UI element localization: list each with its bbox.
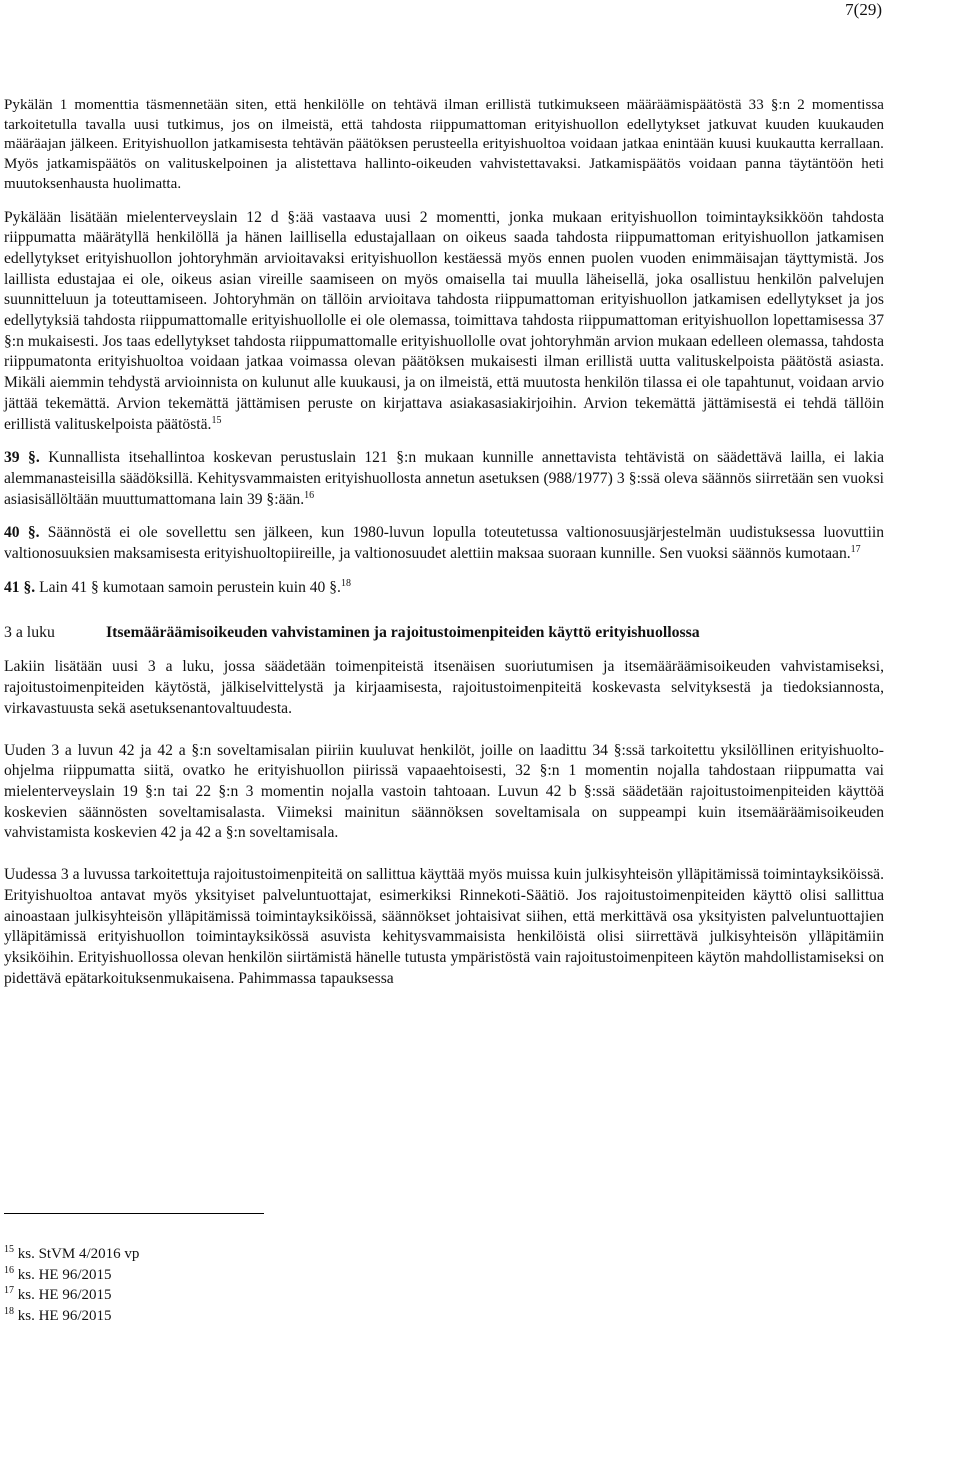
section-40-number: 40 §. — [4, 524, 40, 542]
chapter-number: 3 a luku — [4, 624, 55, 642]
footnote-16-number: 16 — [4, 1264, 14, 1276]
footnote-ref-16: 16 — [304, 489, 315, 501]
paragraph-3: Lakiin lisätään uusi 3 a luku, jossa säädetään toimenpiteistä itsenäisen suoriutumisen ja itsemääräämisoikeuden vahvistamiseksi, rajoitustoimenpiteiden käytöstä, jälkiselvittelystä ja kirjaamisesta, rajoitustoimenpiteitä koskevasta selvityksestä ja tiedoksiannosta, virkavastuusta sekä asetuksenantovaltuudesta. — [4, 658, 884, 717]
footnote-ref-18: 18 — [340, 577, 351, 589]
chapter-heading — [4, 622, 884, 644]
footnote-17-text: ks. HE 96/2015 — [14, 1287, 112, 1303]
section-39-number: 39 §. — [4, 449, 40, 467]
footnote-18-number: 18 — [4, 1305, 14, 1317]
footnote-18-text: ks. HE 96/2015 — [14, 1307, 112, 1324]
paragraph-5: Uudessa 3 a luvussa tarkoitettuja rajoitustoimenpiteitä on sallittua käyttää myös muissa kuin julkisyhteisön ylläpitämissä toimintayksiköissä. Erityishuoltoa antavat myös yksityiset palveluntuottajat, esimerkiksi Rinnekoti-Säätiö. Jos rajoitustoimenpiteiden käyttö olisi sallittua ainoastaan julkisyhteisön ylläpitämissä toimintayksiköissä, säännökset johtaisivat siihen, että merkittävä osa yksityisten palveluntuottajien ylläpitämissä erityishuollon toimintayksikössä asuvista kehitysvammaisista henkilöistä olisi siirrettävä julkisyhteisön ylläpitämiin yksiköihin. Erityishuollossa olevan henkilön siirtämistä hänelle tutusta ympäristöstä vain rajoitustoimenpiteen käytön mahdollistamiseksi on pidettävä epätarkoituksenmukaisena. Pahimmassa tapauksessa — [4, 866, 884, 987]
footnote-15 — [4, 1244, 139, 1265]
footnotes — [4, 1244, 139, 1326]
section-39 — [4, 448, 884, 510]
footnote-17-number: 17 — [4, 1285, 14, 1296]
footnote-separator — [4, 1213, 264, 1214]
footnote-ref-15: 15 — [211, 414, 222, 426]
section-41 — [4, 578, 884, 599]
section-41-number: 41 §. — [4, 578, 36, 596]
footnote-18 — [4, 1306, 139, 1327]
footnote-15-text: ks. StVM 4/2016 vp — [14, 1246, 140, 1262]
footnote-17 — [4, 1285, 139, 1306]
page-number: 7(29) — [845, 0, 882, 19]
paragraph-2-text: Pykälään lisätään mielenterveyslain 12 d §:ää vastaava uusi 2 momentti, jonka mukaan erityishuollon toimintayksikköön tahdosta riippumatta määrätyllä henkilöllä ja hänen laillisella edustajallaan on oikeus saada tahdosta riippumattoman erityishuollon jatkamisen edellytykset erityishuollon johtoryhmän arvioitavaksi erityishuollon kestäessä myös ennen puolen vuoden enimmäisajan täyttymistä. Jos laillista edustajaa ei ole, oikeus asian vireille saamiseen on myös omaisella tai muulla läheisellä, joka osallistuu henkilön palvelujen suunnitteluun ja toteuttamiseen. Johtoryhmän on tällöin arvioitava tahdosta riippumattoman erityishuollon jatkamisen edellytykset ja jos edellytyksiä tahdosta riippumattomalle erityishuollolle ei ole olemassa, toimittava tahdosta riippumattoman erityishuollon lopettamisessa 37 §:n mukaisesti. Jos taas edellytykset tahdosta riippumattomalle erityishuollolle ovat johtoryhmän arvion mukaan edelleen olemassa, tahdosta riippumatonta erityishuoltoa voidaan jatkaa voimassa olevan päätöksen mukaisesti ilman erillistä uutta valituskelpoista päätöstä asiasta. Mikäli aiemmin tehdystä arvioinnista on kulunut alle kuukausi, ja on ilmeistä, että muutosta henkilön tilassa ei ole tapahtunut, voidaan arvio jättää tekemättä. Arvion tekemättä jättämisen peruste on kirjattava asiakasasiakirjoihin. Arvion tekemättä jättämisestä ei tehdä tällöin erillistä valituskelpoista päätöstä. — [4, 208, 884, 433]
section-39-text: Kunnallista itsehallintoa koskevan perustuslain 121 §:n mukaan kunnille annettavista tehtävistä on säädettävä lailla, ei lakia alemmanasteisilla säädöksillä. Kehitysvammaisten erityishuollosta annetun asetuksen (988/1977) 3 §:ssä oleva säännös siirretään sen vuoksi asiasisällöltään muuttumattomana lain 39 §:ään. — [4, 449, 885, 508]
paragraph-4: Uuden 3 a luvun 42 ja 42 a §:n soveltamisalan piiriin kuuluvat henkilöt, joille on laadittu 34 §:ssä tarkoitettu yksilöllinen erityishuolto-ohjelma riippumatta siitä, ovatko he erityishuollon piirissä vapaaehtoisesti, 32 §:n 1 momentin nojalla tahdostaan riippumatta vai mielenterveyslain 19 §:n tai 22 §:n 3 momentin nojalla vastoin tahtoaan. Luvun 42 b §:ssä säädetään rajoitustoimenpiteiden käyttöä koskevien säännösten soveltamisalasta. Viimeksi mainitun säännöksen soveltamisala on suppeampi kuin itsemääräämisoikeuden vahvistamista koskevien 42 ja 42 a §:n soveltamisala. — [4, 741, 884, 842]
chapter-title: Itsemääräämisoikeuden vahvistaminen ja rajoitustoimenpiteiden käyttö erityishuollossa — [106, 624, 700, 642]
paragraph-2 — [4, 208, 884, 436]
footnote-16 — [4, 1265, 139, 1286]
document-body — [4, 96, 884, 989]
footnote-16-text: ks. HE 96/2015 — [14, 1266, 112, 1283]
paragraph-1: Pykälän 1 momenttia täsmennetään siten, että henkilölle on tehtävä ilman erillistä tutkimukseen määräämispäätöstä 33 §:n 2 momentissa tarkoitetulla tavalla uusi tutkimus, jos on ilmeistä, että tahdosta riippumattoman erityishuollon edellytykset jatkuvat kuuden kuukauden määräajan jälkeen. Erityishuollon jatkamisesta tehtävän päätöksen perusteella erityishuoltoa voidaan jatkaa enintään kuusi kuukautta kerrallaan. Myös jatkamispäätös on valituskelpoinen ja alistettava hallinto-oikeuden vahvistettavaksi. Jatkamispäätös voidaan panna täytäntöön heti muutoksenhausta huolimatta. — [4, 97, 884, 192]
footnote-15-number: 15 — [4, 1244, 14, 1255]
section-41-text: Lain 41 § kumotaan samoin perustein kuin 40 §. — [35, 578, 341, 596]
footnote-ref-17: 17 — [850, 543, 861, 555]
section-40-text: Säännöstä ei ole sovellettu sen jälkeen, kun 1980-luvun lopulla toteutetussa valtionosuusjärjestelmän uudistuksessa luovuttiin valtionosuuksien maksamisesta erityishuoltopiireille, ja valtionosuudet alettiin maksaa suoraan kunnille. Sen vuoksi säännös kumotaan. — [4, 524, 884, 563]
section-40 — [4, 523, 884, 564]
